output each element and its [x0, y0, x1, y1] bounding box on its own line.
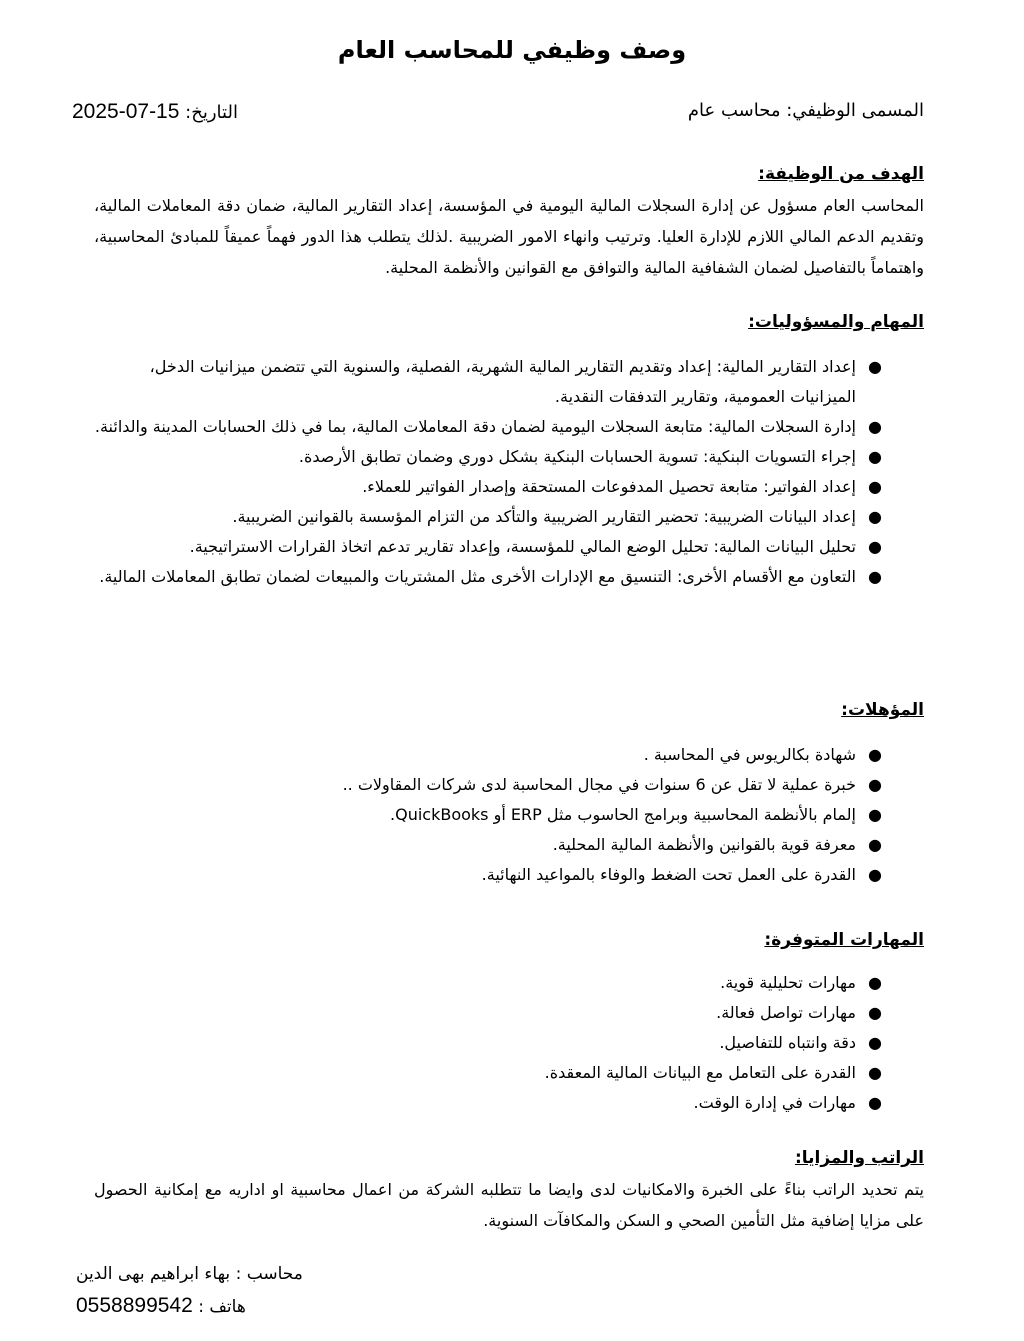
date-label: التاريخ:: [185, 102, 238, 123]
qualifications-section: [94, 700, 924, 890]
objective-heading: الهدف من الوظيفة:: [758, 164, 924, 184]
bullet-icon: ●: [868, 775, 882, 794]
bullet-icon: ●: [868, 973, 882, 992]
bullet-icon: ●: [868, 805, 882, 824]
list-item: ● إعداد الفواتير: متابعة تحصيل المدفوعات المستحقة وإصدار الفواتير للعملاء.: [94, 472, 924, 502]
bullet-icon: ●: [868, 1093, 882, 1112]
date-line: [72, 100, 238, 124]
document-title: وصف وظيفي للمحاسب العام: [337, 36, 687, 64]
bullet-icon: ●: [868, 477, 882, 496]
accountant-label: محاسب :: [235, 1264, 303, 1284]
bullet-icon: ●: [868, 865, 882, 884]
list-item: ● تحليل البيانات المالية: تحليل الوضع المالي للمؤسسة، وإعداد تقارير تدعم اتخاذ القرارات الاستراتيجية.: [94, 532, 924, 562]
phone-label: هاتف :: [198, 1297, 246, 1317]
list-item: ● إلمام بالأنظمة المحاسبية وبرامج الحاسوب مثل ERP أو QuickBooks.: [94, 800, 924, 830]
list-item: ● القدرة على العمل تحت الضغط والوفاء بالمواعيد النهائية.: [94, 860, 924, 890]
list-item: ● إجراء التسويات البنكية: تسوية الحسابات البنكية بشكل دوري وضمان تطابق الأرصدة.: [94, 442, 924, 472]
bullet-icon: ●: [868, 1003, 882, 1022]
list-item: ● شهادة بكالريوس في المحاسبة .: [94, 740, 924, 770]
list-item: ● مهارات في إدارة الوقت.: [94, 1088, 924, 1118]
bullet-icon: ●: [868, 1033, 882, 1052]
skills-heading: المهارات المتوفرة:: [764, 930, 924, 950]
job-title-line: [688, 100, 924, 121]
accountant-line: [76, 1264, 303, 1284]
bullet-icon: ●: [868, 1063, 882, 1082]
list-item: ● القدرة على التعامل مع البيانات المالية المعقدة.: [94, 1058, 924, 1088]
duties-section: [94, 312, 924, 592]
bullet-icon: ●: [868, 567, 882, 586]
job-title-label: المسمى الوظيفي:: [786, 100, 924, 121]
list-item: ● إعداد البيانات الضريبية: تحضير التقارير الضريبية والتأكد من التزام المؤسسة بالقوانين الضريبية.: [94, 502, 924, 532]
bullet-icon: ●: [868, 447, 882, 466]
bullet-icon: ●: [868, 357, 882, 376]
list-item: ● مهارات تواصل فعالة.: [94, 998, 924, 1028]
list-item: ● إدارة السجلات المالية: متابعة السجلات اليومية لضمان دقة المعاملات المالية، بما في ذلك الحسابات المدينة والدائنة.: [94, 412, 924, 442]
list-item: ● دقة وانتباه للتفاصيل.: [94, 1028, 924, 1058]
list-item: ● التعاون مع الأقسام الأخرى: التنسيق مع الإدارات الأخرى مثل المشتريات والمبيعات لضمان تطابق المعاملات المالية.: [94, 562, 924, 592]
bullet-icon: ●: [868, 835, 882, 854]
bullet-icon: ●: [868, 507, 882, 526]
list-item: ● معرفة قوية بالقوانين والأنظمة المالية المحلية.: [94, 830, 924, 860]
duties-heading: المهام والمسؤوليات:: [748, 312, 924, 332]
phone-line: [76, 1294, 246, 1318]
salary-text: يتم تحديد الراتب بناءً على الخبرة والامكانيات لدى وايضا ما تتطلبه الشركة من اعمال محاسبية او اداريه مع إمكانية الحصول على مزايا إضافية مثل التأمين الصحي و السكن والمكافآت السنوية.: [94, 1180, 924, 1230]
list-item: ● خبرة عملية لا تقل عن 6 سنوات في مجال المحاسبة لدى شركات المقاولات ..: [94, 770, 924, 800]
qualifications-heading: المؤهلات:: [841, 700, 924, 720]
date-value: 2025-07-15: [72, 100, 180, 123]
phone-value: 0558899542: [76, 1294, 193, 1317]
salary-heading: الراتب والمزايا:: [794, 1148, 924, 1168]
objective-text: المحاسب العام مسؤول عن إدارة السجلات المالية اليومية في المؤسسة، إعداد التقارير المالية، ضمان دقة المعاملات المالية، وتقديم الدعم المالي اللازم للإدارة العليا. وترتيب وانهاء الامور الضريبية .لذلك يتطلب هذا الدور فهماً عميقاً للمبادئ المحاسبية، واهتماماً بالتفاصيل لضمان الشفافية المالية والتوافق مع القوانين والأنظمة المحلية.: [94, 196, 924, 277]
job-title-value: محاسب عام: [687, 100, 781, 121]
list-item: ● إعداد التقارير المالية: إعداد وتقديم التقارير المالية الشهرية، الفصلية، والسنوية التي تتضمن ميزانيات الدخل، الميزانيات العمومية، وتقارير التدفقات النقدية.: [94, 352, 924, 412]
accountant-name: بهاء ابراهيم بهى الدين: [76, 1264, 231, 1284]
salary-section: [94, 1148, 924, 1236]
skills-section: [94, 930, 924, 1118]
duties-list: [94, 352, 924, 592]
bullet-icon: ●: [868, 537, 882, 556]
bullet-icon: ●: [868, 417, 882, 436]
skills-list: [94, 968, 924, 1118]
qualifications-list: [94, 740, 924, 890]
objective-section: [94, 164, 924, 283]
bullet-icon: ●: [868, 745, 882, 764]
list-item: ● مهارات تحليلية قوية.: [94, 968, 924, 998]
